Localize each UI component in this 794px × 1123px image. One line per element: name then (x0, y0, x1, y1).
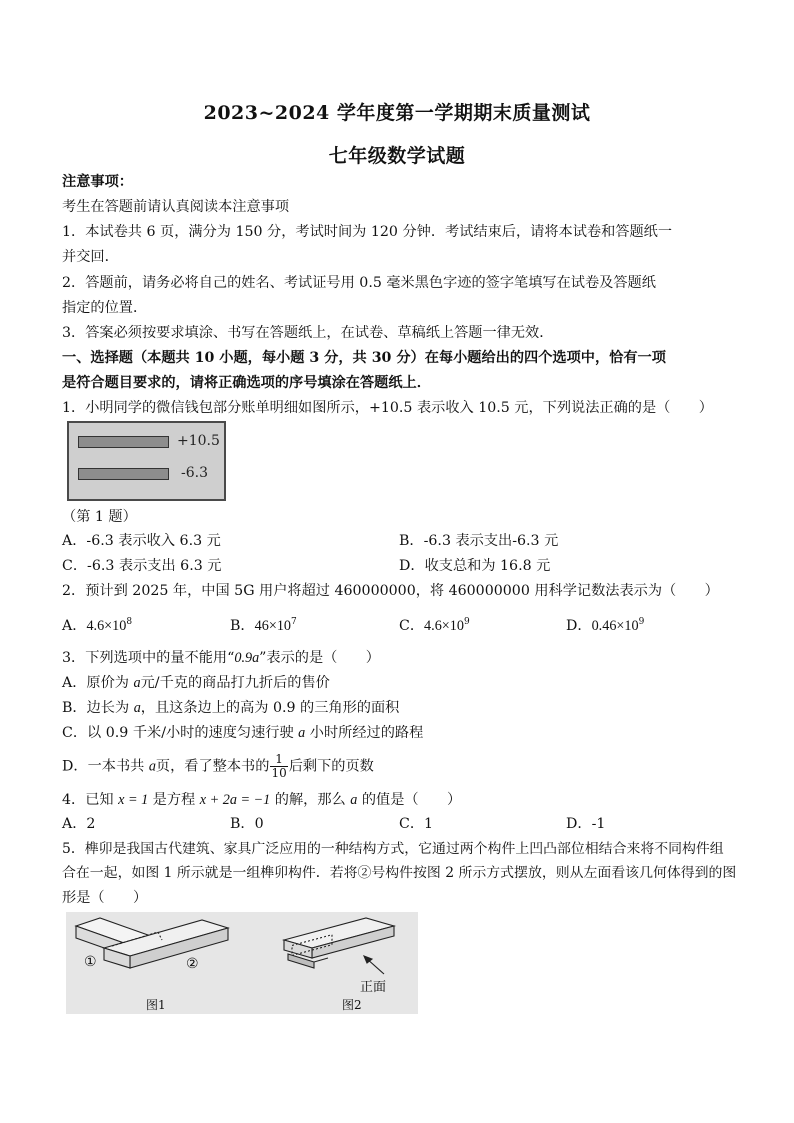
option-text: 小时所经过的路程 (305, 725, 424, 741)
option-label: A． (62, 618, 87, 634)
option-text: 页，看了整本书的 (155, 758, 270, 775)
notes-intro: 考生在答题前请认真阅读本注意事项 (62, 199, 290, 215)
option-label: B． (230, 618, 255, 634)
notes-item-2: 2．答题前，请务必将自己的姓名、考试证号用 0.5 毫米黑色字迹的签字笔填写在试卷及答题纸 (62, 275, 656, 291)
stem-expression: 0.9a (234, 650, 260, 666)
question-2-option-c (399, 617, 470, 635)
question-1-option-a: A．-6.3 表示收入 6.3 元 (62, 533, 221, 549)
variable-a: a (298, 725, 306, 741)
option-base: 4.6×10 (424, 618, 464, 634)
question-1-option-d: D．收支总和为 16.8 元 (399, 558, 551, 574)
mortise-tenon-drawing (66, 912, 418, 1014)
option-exponent: 9 (638, 617, 645, 627)
expense-value: -6.3 (181, 465, 208, 481)
question-1-option-c: C．-6.3 表示支出 6.3 元 (62, 558, 222, 574)
option-base: 0.46×10 (591, 618, 639, 634)
expense-bar (78, 468, 169, 480)
question-1-caption: （第 1 题） (62, 509, 137, 525)
notes-item-1: 1．本试卷共 6 页，满分为 150 分，考试时间为 120 分钟．考试结束后，请将本试卷和答题纸一 (62, 224, 673, 240)
option-text: 后剩下的页数 (288, 758, 374, 775)
question-2-stem: 2．预计到 2025 年，中国 5G 用户将超过 460000000，将 460000000 用科学记数法表示为（ ） (62, 583, 719, 599)
question-4-option-b: B．0 (230, 816, 264, 832)
question-2-option-d (566, 617, 644, 635)
option-label: C． (399, 618, 425, 634)
option-exponent: 8 (126, 617, 133, 627)
income-bar (78, 436, 169, 448)
option-base: 4.6×10 (86, 618, 127, 634)
option-text: A．原价为 (62, 675, 134, 691)
front-label: 正面 (360, 980, 387, 995)
question-4-stem (62, 791, 738, 809)
notes-item-2-cont: 指定的位置． (62, 300, 148, 316)
question-4-option-a: A．2 (62, 816, 96, 832)
question-3-stem (62, 649, 738, 667)
question-2-option-b (230, 617, 297, 635)
option-text: B．边长为 (62, 700, 134, 716)
piece-2-label: ② (186, 956, 199, 972)
fraction-one-tenth (270, 753, 287, 780)
variable-a: a (133, 700, 141, 716)
stem-text: 是方程 (148, 792, 200, 808)
equation-x: x = 1 (118, 792, 149, 808)
option-exponent: 9 (463, 617, 470, 627)
stem-text: ”表示的是（ ） (259, 650, 380, 666)
option-exponent: 7 (291, 617, 297, 627)
option-base: 46×10 (254, 618, 292, 634)
question-1-option-b: B．-6.3 表示支出-6.3 元 (399, 533, 559, 549)
question-3-option-b (62, 699, 738, 717)
stem-text: 的值是（ ） (357, 792, 462, 808)
variable-a: a (133, 675, 141, 691)
stem-text: 4．已知 (62, 792, 119, 808)
section-1-heading: 一、选择题（本题共 10 小题，每小题 3 分，共 30 分）在每小题给出的四个选项中，恰有一项 (62, 350, 666, 366)
variable-a: a (350, 792, 358, 808)
fraction-numerator: 1 (270, 753, 287, 767)
wallet-bill-figure (67, 421, 226, 501)
question-3-option-c (62, 724, 738, 742)
stem-text: 的解，那么 (270, 792, 351, 808)
question-5-stem: 5．榫卯是我国古代建筑、家具广泛应用的一种结构方式，它通过两个构件上凹凸部位相结合来将不同构件组 (62, 841, 724, 857)
question-3-option-a (62, 674, 738, 692)
question-1-stem: 1．小明同学的微信钱包部分账单明细如图所示，+10.5 表示收入 10.5 元，下列说法正确的是（ ） (62, 400, 713, 416)
exam-subtitle: 七年级数学试题 (328, 145, 466, 167)
equation-main: x + 2a = −1 (199, 792, 271, 808)
option-text: 元/千克的商品打九折后的售价 (140, 675, 330, 691)
question-5-stem-cont: 合在一起，如图 1 所示就是一组榫卯构件．若将②号构件按图 2 所示方式摆放，则从左面看该几何体得到的图 (62, 865, 737, 881)
option-text: ，且这条边上的高为 0.9 的三角形的面积 (140, 700, 400, 716)
option-text: C．以 0.9 千米/小时的速度匀速行驶 (62, 725, 299, 741)
notes-item-1-cont: 并交回． (62, 249, 119, 265)
question-4-option-d: D．-1 (566, 816, 606, 832)
notes-item-3: 3．答案必须按要求填涂、书写在答题纸上，在试卷、草稿纸上答题一律无效． (62, 325, 554, 341)
notes-heading: 注意事项： (62, 174, 133, 190)
stem-text: 3．下列选项中的量不能用“ (62, 650, 235, 666)
option-text: D．一本书共 (62, 758, 149, 775)
variable-a: a (148, 758, 156, 775)
income-value: +10.5 (177, 433, 220, 449)
exam-title: 2023~2024 学年度第一学期期末质量测试 (203, 102, 591, 124)
mortise-tenon-figure (66, 912, 418, 1014)
figure-1-caption: 图1 (146, 998, 166, 1012)
question-5-stem-end: 形是（ ） (62, 890, 148, 906)
piece-1-label: ① (84, 954, 97, 970)
question-4-option-c: C．1 (399, 816, 434, 832)
section-1-heading-cont: 是符合题目要求的，请将正确选项的序号填涂在答题纸上． (62, 375, 431, 391)
option-label: D． (566, 618, 592, 634)
question-3-option-d (62, 753, 738, 780)
fraction-denominator: 10 (271, 766, 287, 780)
question-2-option-a (62, 617, 132, 635)
figure-2-caption: 图2 (342, 998, 362, 1012)
